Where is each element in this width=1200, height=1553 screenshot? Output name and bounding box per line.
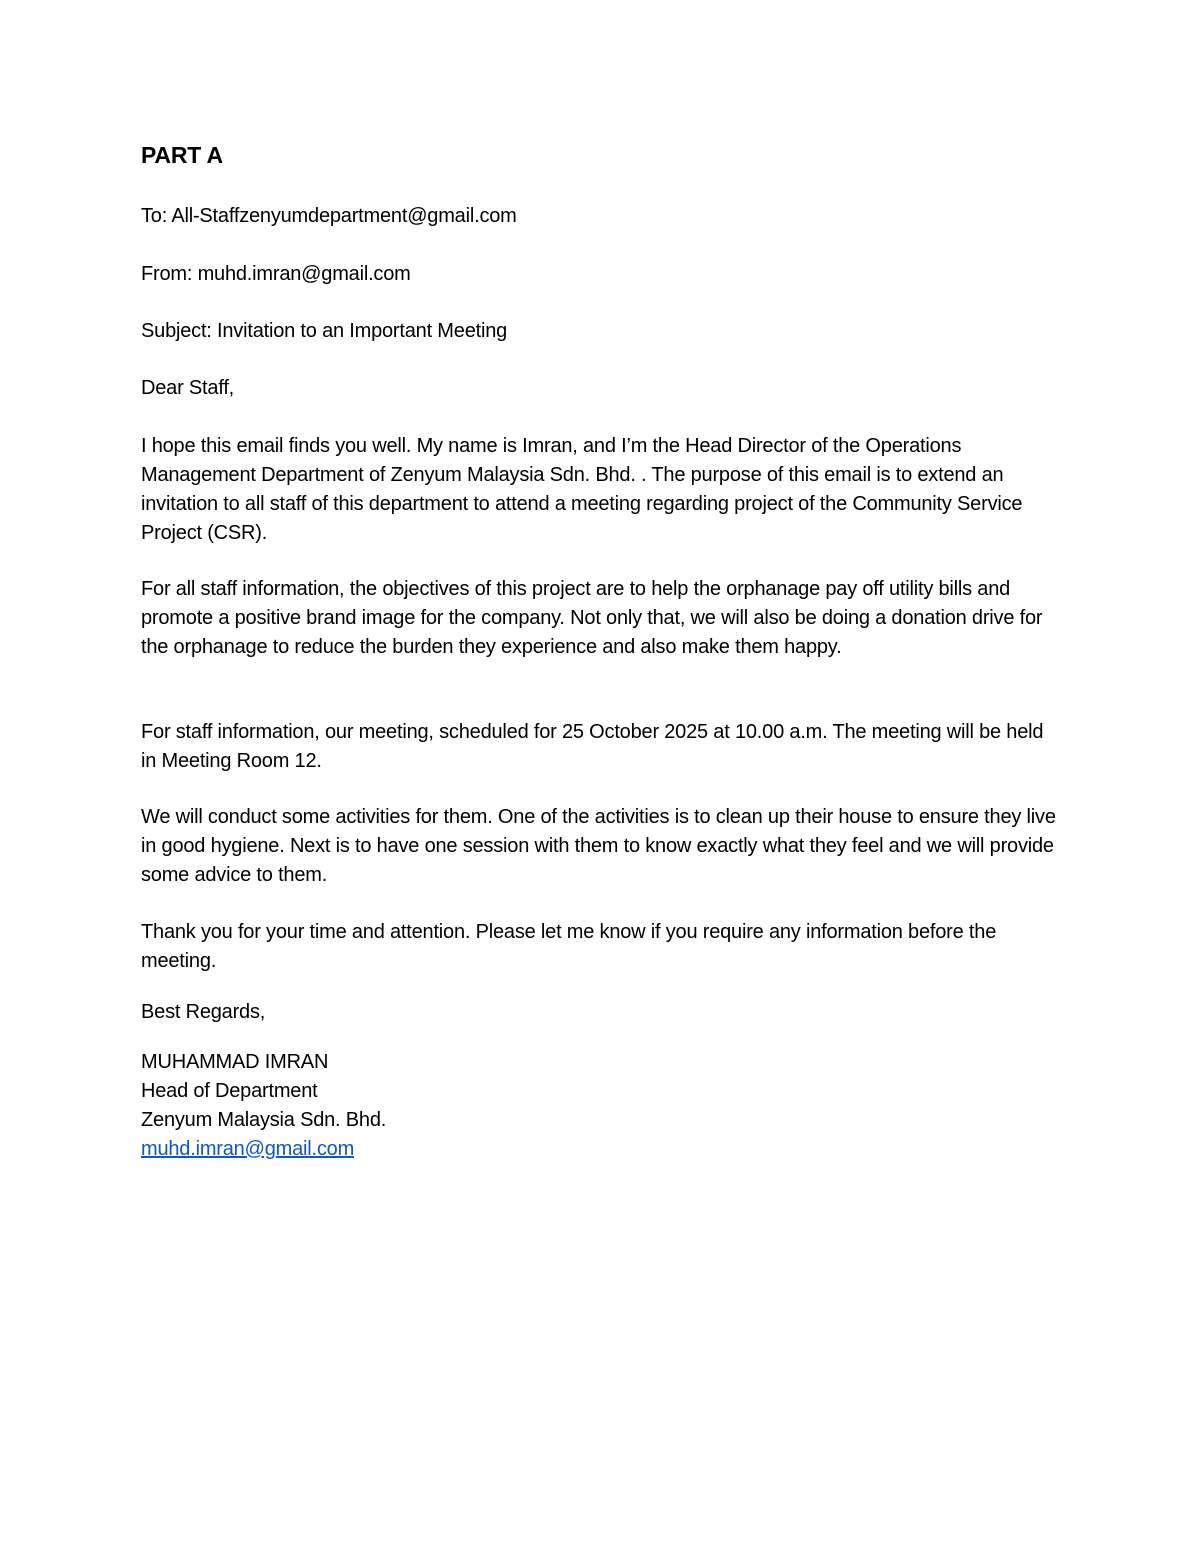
signature-name: MUHAMMAD IMRAN	[141, 1051, 329, 1073]
paragraph-schedule: For staff information, our meeting, scheduled for 25 October 2025 at 10.00 a.m. The meeting will be held in Meeting Room 12.	[141, 721, 1044, 772]
part-heading: PART A	[141, 142, 223, 168]
signature-company: Zenyum Malaysia Sdn. Bhd.	[141, 1109, 387, 1131]
signature-email-link[interactable]: muhd.imran@gmail.com	[141, 1138, 355, 1160]
signature-block	[141, 1048, 386, 1164]
from-line: From: muhd.imran@gmail.com	[141, 263, 411, 285]
signature-title: Head of Department	[141, 1080, 318, 1102]
to-line: To: All-Staffzenyumdepartment@gmail.com	[141, 205, 517, 227]
paragraph-thanks: Thank you for your time and attention. Please let me know if you require any information before the meeting.	[141, 921, 997, 972]
subject-line: Subject: Invitation to an Important Meeting	[141, 320, 508, 342]
paragraph-objectives: For all staff information, the objectives of this project are to help the orphanage pay off utility bills and promote a positive brand image for the company. Not only that, we will also be doing a donation drive for the orphanage to reduce the burden they experience and also make them happy.	[141, 578, 1043, 658]
paragraph-intro: I hope this email finds you well. My name is Imran, and I’m the Head Director of the Operations Management Department of Zenyum Malaysia Sdn. Bhd. . The purpose of this email is to extend an invitation to all staff of this department to attend a meeting regarding project of the Community Service Project (CSR).	[141, 435, 1023, 544]
paragraph-activities: We will conduct some activities for them. One of the activities is to clean up their house to ensure they live in good hygiene. Next is to have one session with them to know exactly what they feel and we will provide some advice to them.	[141, 806, 1056, 886]
closing: Best Regards,	[141, 1001, 266, 1023]
greeting: Dear Staff,	[141, 377, 235, 399]
